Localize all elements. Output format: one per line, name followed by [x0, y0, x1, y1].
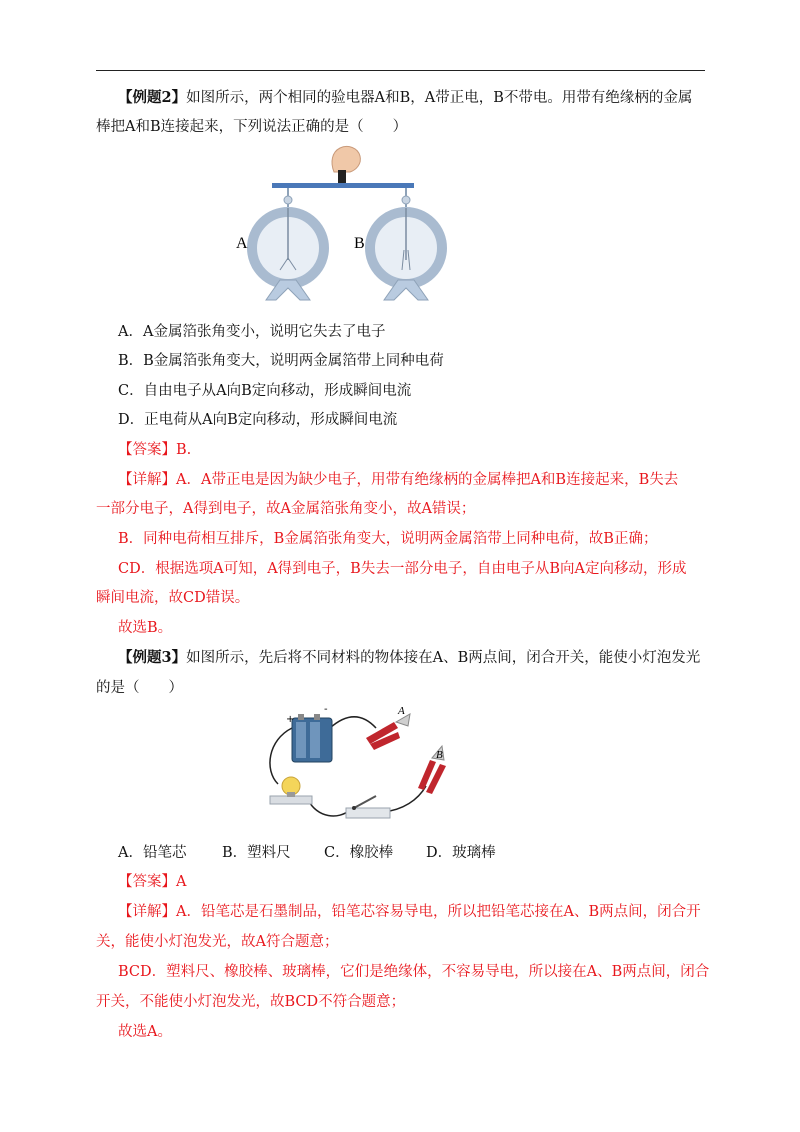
- ex2-detail-line4: CD．根据选项A可知，A得到电子，B失去一部分电子，自由电子从B向A定向移动，形成: [118, 561, 687, 577]
- insulating-handle: [338, 170, 346, 184]
- clip-label-a: A: [398, 705, 405, 717]
- ex3-option-a: A．铅笔芯: [118, 845, 187, 861]
- ex3-detail-line2: 关，能使小灯泡发光，故A符合题意；: [96, 934, 339, 950]
- clip-a-icon: [366, 714, 410, 750]
- ex3-stem-line2: 的是（ ）: [96, 680, 183, 696]
- battery-minus: -: [324, 704, 328, 715]
- ex3-stem-line1: 【例题3】如图所示，先后将不同材料的物体接在A、B两点间，闭合开关，能使小灯泡发光: [118, 649, 701, 666]
- ex3-option-b: B．塑料尺: [222, 845, 291, 861]
- ex2-label: 【例题2】: [118, 89, 187, 106]
- figure-label-b: B: [354, 235, 365, 252]
- ex3-label: 【例题3】: [118, 649, 187, 666]
- ex2-detail-line2: 一部分电子，A得到电子，故A金属箔张角变小，故A错误；: [96, 501, 476, 517]
- header-rule: [96, 70, 705, 71]
- ex2-answer: 【答案】B.: [118, 442, 192, 458]
- electroscope-a: [252, 188, 324, 300]
- ex3-option-c: C．橡胶棒: [324, 845, 394, 861]
- ex2-option-b: B．B金属箔张角变大，说明两金属箔带上同种电荷: [118, 353, 444, 369]
- ex2-detail-line3: B．同种电荷相互排斥，B金属箔张角变大，说明两金属箔带上同种电荷，故B正确；: [118, 531, 658, 547]
- ex2-detail-line5: 瞬间电流，故CD错误。: [96, 590, 250, 606]
- ex3-detail-line3: BCD．塑料尺、橡胶棒、玻璃棒，它们是绝缘体，不容易导电，所以接在A、B两点间，闭合: [118, 964, 710, 980]
- ex3-answer: 【答案】A: [118, 874, 187, 890]
- battery-icon: [292, 714, 332, 762]
- ex3-conclusion: 故选A。: [118, 1024, 172, 1040]
- ex2-conclusion: 故选B。: [118, 620, 173, 636]
- clip-label-b: B: [436, 749, 443, 761]
- battery-plus: +: [286, 714, 295, 725]
- figure-label-a: A: [236, 235, 248, 252]
- ex2-stem-line2: 棒把A和B连接起来，下列说法正确的是（ ）: [96, 119, 408, 135]
- electroscope-b: [370, 188, 442, 300]
- ex2-stem-line1: 【例题2】如图所示，两个相同的验电器A和B，A带正电，B不带电。用带有绝缘柄的金属: [118, 89, 693, 106]
- metal-rod: [272, 183, 414, 188]
- electroscope-figure: [228, 140, 448, 305]
- hand-icon: [332, 146, 360, 172]
- ex2-option-d: D．正电荷从A向B定向移动，形成瞬间电流: [118, 412, 398, 428]
- ex2-detail-line1: 【详解】A．A带正电是因为缺少电子，用带有绝缘柄的金属棒把A和B连接起来，B失去: [118, 472, 679, 488]
- switch-icon: [346, 796, 390, 818]
- circuit-figure: [258, 700, 464, 828]
- ex3-detail-line4: 开关，不能使小灯泡发光，故BCD不符合题意；: [96, 994, 406, 1010]
- ex3-option-d: D．玻璃棒: [426, 845, 496, 861]
- ex2-option-a: A．A金属箔张角变小，说明它失去了电子: [118, 324, 386, 340]
- ex2-option-c: C．自由电子从A向B定向移动，形成瞬间电流: [118, 383, 412, 399]
- ex3-detail-line1: 【详解】A．铅笔芯是石墨制品，铅笔芯容易导电，所以把铅笔芯接在A、B两点间，闭合开: [118, 904, 701, 920]
